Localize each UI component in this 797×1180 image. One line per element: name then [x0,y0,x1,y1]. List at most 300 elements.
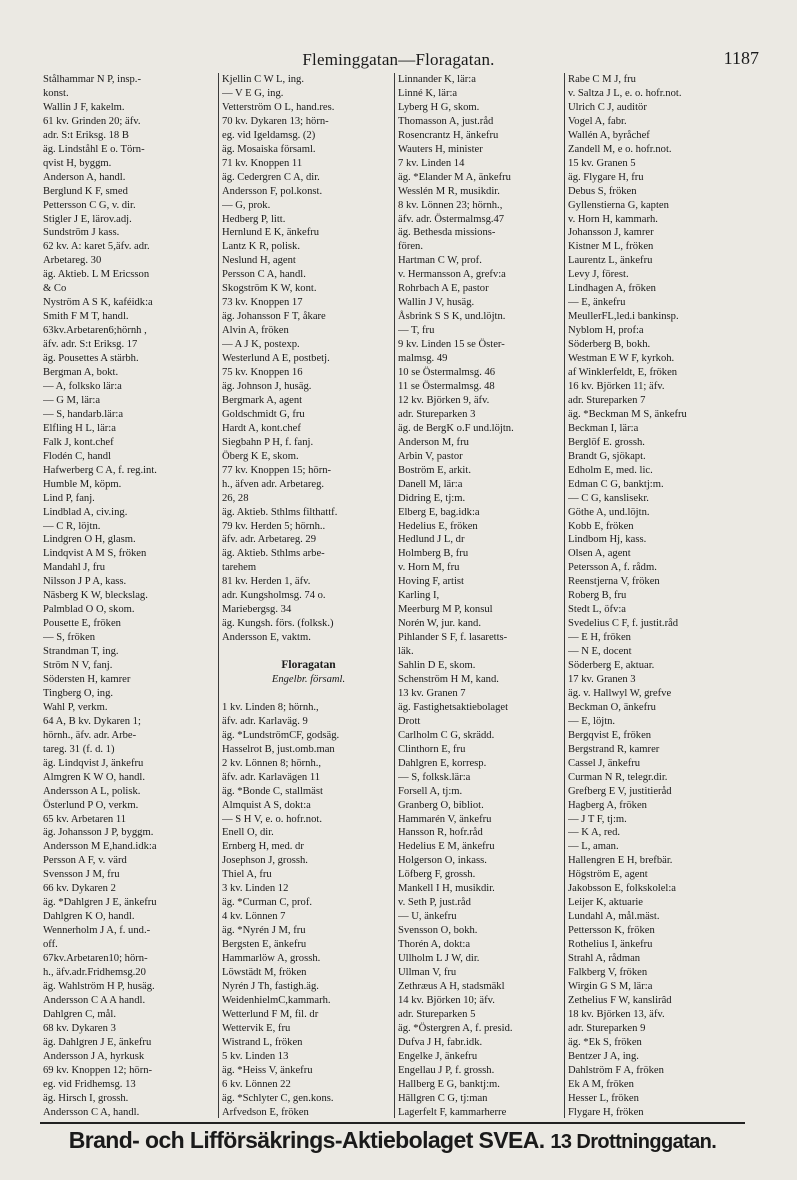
directory-line: Dahlgren K O, handl. [43,911,135,923]
directory-line: 12 kv. Björken 9, äfv. [398,394,490,406]
directory-line: Beckman I, lär:a [568,422,639,434]
directory-line: äg. Bethesda missions- [398,227,496,239]
directory-line: Andersson J A, hyrkusk [43,1050,145,1062]
directory-line: adr. Stureparken 7 [568,394,646,406]
directory-line: Dahlgren E, korresp. [398,757,487,769]
directory-line: Engelbr. församl. [271,673,346,685]
directory-line: af Winklerfeldt, E, fröken [568,367,678,379]
directory-line: 15 kv. Granen 5 [568,157,636,169]
directory-line: 65 kv. Arbetaren 11 [43,813,127,825]
directory-line: Åsbrink S S K, und.löjtn. [398,311,506,323]
directory-line: äg. *LundströmCF, godsäg. [222,729,340,741]
directory-line: Andersson A L, polisk. [43,785,141,797]
directory-line: Bentzer J A, ing. [568,1050,639,1062]
column-2 [218,73,395,1118]
directory-line: eg. vid Fridhemsg. 13 [43,1078,136,1090]
directory-line: Palmblad O O, skom. [43,604,135,616]
directory-line: Söderberg B, bokh. [568,339,651,351]
directory-line: adr. Stureparken 5 [398,1008,476,1020]
directory-line: Schenström H M, kand. [398,673,499,685]
directory-line: MeullerFL,led.i bankinsp. [568,311,679,323]
directory-line: — C R, löjtn. [43,520,101,532]
directory-line: Rabe C M J, fru [568,74,636,85]
directory-line: — K A, red. [568,827,621,839]
directory-line: Thomasson A, just.råd [398,115,494,127]
directory-line: Floragatan [281,659,336,672]
directory-line: — E, löjtn. [568,715,616,727]
directory-line: Westman E W F, kyrkoh. [568,353,675,365]
directory-line: Lind P, fanj. [43,492,95,504]
directory-line [222,645,395,659]
directory-line: Tingberg O, ing. [43,687,114,699]
directory-line: v. Seth P, just.råd [398,897,471,909]
directory-line: — U, änkefru [398,911,457,923]
directory-line: 13 kv. Granen 7 [398,687,466,699]
directory-line: Drott [398,715,421,727]
directory-line: 7 kv. Linden 14 [398,157,465,169]
directory-line: Ernberg H, med. dr [222,841,304,853]
directory-line: Pihlander S F, f. lasaretts- [398,632,508,644]
directory-line: Humble M, köpm. [43,478,122,490]
directory-line: Westerlund A E, postbetj. [222,353,330,365]
directory-line: 17 kv. Granen 3 [568,673,636,685]
directory-line: — A, folksko lär:a [43,380,122,392]
directory-line: Hällgren C G, tj:man [398,1092,488,1104]
directory-line: Falkberg V, fröken [568,967,648,978]
directory-line: — V E G, ing. [222,87,284,99]
directory-line: 73 kv. Knoppen 17 [222,297,303,309]
directory-line: Boström E, arkit. [398,464,471,476]
directory-line: Thorén A, dokt:a [398,939,471,951]
directory-line: Berglöf E. grossh. [568,436,645,448]
directory-line: äg. *Elander M A, änkefru [398,171,511,183]
directory-line: Andersson E, vaktm. [222,632,311,644]
directory-line: Petersson A, f. rådm. [568,562,657,574]
directory-line: Karling I, [398,590,440,602]
column-1 [40,73,218,1118]
directory-line: — S, handarb.lär:a [43,408,124,420]
directory-line: äfv. adr. Arbetareg. 29 [222,534,317,546]
directory-line: Dahlström F A, fröken [568,1064,664,1076]
directory-line: Gyllenstierna G, kapten [568,199,669,211]
directory-line: Näsberg K W, bleckslag. [43,590,148,602]
directory-line: adr. Stureparken 3 [398,408,476,420]
directory-line: Sahlin D E, skom. [398,660,476,672]
directory-line: Anderson A, handl. [43,171,126,183]
directory-line: Didring E, tj:m. [398,492,466,504]
directory-line: äg. Dahlgren J E, änkefru [43,1036,152,1048]
directory-line: h., äfven adr. Arbetareg. [222,478,325,490]
directory-line: Leijer K, aktuarie [568,897,643,909]
directory-line: 9 kv. Linden 15 se Öster- [398,339,505,351]
directory-line: — J T F, tj:m. [568,813,627,825]
directory-line: Bergstrand R, kamrer [568,743,660,755]
directory-line: Ullman V, fru [398,967,457,978]
directory-line: Strandman T, ing. [43,646,119,658]
footer-address: 13 Drottninggatan. [550,1131,717,1153]
directory-line: Anderson M, fru [398,436,469,448]
directory-line: Andersson M E,hand.idk:a [43,841,157,853]
directory-line: Elberg E, bag.idk:a [398,506,480,518]
directory-line: Göthe A, und.löjtn. [568,506,650,518]
directory-line: äg. *Dahlgren J E, änkefru [43,897,157,909]
directory-line: äg. Johnson J, husäg. [222,380,312,392]
directory-line: Rothelius I, änkefru [568,939,653,951]
directory-line: Alvin A, fröken [222,325,289,337]
directory-line: Lindgren O H, glasm. [43,534,136,546]
directory-line: tareg. 31 (f. d. 1) [43,743,115,755]
directory-line: Arfvedson E, fröken [222,1106,309,1118]
directory-line: läk. [398,646,414,658]
page-number: 1187 [723,48,759,68]
directory-line: — S, folksk.lär:a [398,771,471,783]
directory-line: Persson C A, handl. [222,269,306,281]
directory-line: 1 kv. Linden 8; hörnh., [222,701,319,713]
directory-line: Hoving F, artist [398,576,464,588]
directory-line: Nyblom H, prof:a [568,325,644,337]
directory-line: — E, änkefru [568,297,626,309]
directory-line: 66 kv. Dykaren 2 [43,883,116,895]
directory-line: WeidenhielmC,kammarh. [222,994,331,1006]
directory-line: Siegbahn P H, f. fanj. [222,436,314,448]
directory-line: Edholm E, med. lic. [568,464,653,476]
directory-line: Edman C G, banktj:m. [568,478,664,490]
directory-line: malmsg. 49 [398,353,448,365]
directory-line: 64 A, B kv. Dykaren 1; [43,715,141,727]
directory-line: Mariebergsg. 34 [222,604,292,616]
directory-line: Ek A M, fröken [568,1078,634,1090]
directory-line: hörnh., äfv. adr. Arbe- [43,729,137,741]
directory-line: Almquist A S, dokt:a [222,799,311,811]
page-title: Fleminggatan—Floragatan. [302,50,495,69]
footer-divider [40,1122,745,1124]
directory-line: äg. Kungsh. förs. (folksk.) [222,618,334,630]
directory-line: 26, 28 [222,492,249,504]
directory-line: Mankell I H, musikdir. [398,883,495,895]
page-header [20,44,777,70]
directory-line: Hammarlöw A, grossh. [222,953,321,965]
directory-line: Lindqvist A M S, fröken [43,548,147,560]
directory-line: 14 kv. Björken 10; äfv. [398,994,495,1006]
directory-line: Andersson C A A handl. [43,994,146,1006]
directory-line: adr. Kungsholmsg. 74 o. [222,590,326,602]
directory-line: Wallén A, byråchef [568,129,650,141]
directory-line: adr. S:t Eriksg. 18 B [43,129,129,141]
directory-line: — G, prok. [222,199,271,211]
directory-line: Andersson C A, handl. [43,1106,140,1118]
directory-line: 4 kv. Lönnen 7 [222,911,286,923]
directory-line: äfv. adr. S:t Eriksg. 17 [43,339,138,351]
directory-line: Brandt G, sjökapt. [568,450,646,462]
directory-line: Hernlund E K, änkefru [222,227,320,239]
directory-line: Carlholm C G, skrädd. [398,729,495,741]
directory-line: äg. Lindqvist J, änkefru [43,757,144,769]
directory-line: Pousette E, fröken [43,618,121,630]
directory-line: Curman N R, telegr.dir. [568,771,668,783]
directory-line: Zethræus A H, stadsmäkl [398,980,505,992]
directory-line: Persson A F, v. värd [43,855,127,867]
directory-line: qvist H, byggm. [43,157,112,169]
directory-line: Lindhagen A, fröken [568,283,656,295]
directory-line: v. Horn M, fru [398,562,460,574]
directory-line: Kobb E, fröken [568,520,634,532]
directory-line: fören. [398,241,423,253]
directory-line: 5 kv. Linden 13 [222,1050,289,1062]
directory-line: äg. Cedergren C A, dir. [222,171,320,183]
directory-line: Flodén C, handl [43,450,111,462]
directory-line: äg. *Bonde C, stallmäst [222,785,323,797]
directory-line: Engelke J, änkefru [398,1050,478,1062]
directory-line: Pettersson C G, v. dir. [43,199,136,211]
directory-line: äg. *Curman C, prof. [222,897,313,909]
directory-line: Almgren K W O, handl. [43,771,146,783]
directory-line: Lundahl A, mål.mäst. [568,911,660,923]
directory-line: 11 se Östermalmsg. 48 [398,380,495,392]
directory-line: 68 kv. Dykaren 3 [43,1022,116,1034]
directory-line: 63kv.Arbetaren6;hörnh , [43,325,147,337]
directory-line: äg. *Schlyter C, gen.kons. [222,1092,334,1104]
directory-line: Wahl P, verkm. [43,701,108,713]
directory-line: Hasselrot B, just.omb.man [222,743,335,755]
directory-line: Clinthorn E, fru [398,743,466,755]
directory-line: Stedt L, öfv:a [568,604,626,616]
directory-line: 69 kv. Knoppen 12; hörn- [43,1064,153,1076]
directory-line: Forsell A, tj:m. [398,785,463,797]
directory-line: 71 kv. Knoppen 11 [222,157,303,169]
directory-line: Wallin J V, husäg. [398,297,475,309]
directory-line: Wennerholm J A, f. und.- [43,925,151,937]
directory-line: — C G, kanslisekr. [568,492,649,504]
directory-line: 81 kv. Herden 1, äfv. [222,576,311,588]
directory-line: 77 kv. Knoppen 15; hörn- [222,464,332,476]
directory-line: Svedelius C F, f. justit.råd [568,618,679,630]
directory-line: Falk J, kont.chef [43,436,114,448]
directory-line: äfv. adr. Östermalmsg.47 [398,213,505,225]
directory-line: äg. *Beckman M S, änkefru [568,408,687,420]
directory-line: Cassel J, änkefru [568,757,641,769]
directory-line: äg. Johansson F T, åkare [222,311,326,323]
directory-line: Söderberg E, aktuar. [568,660,655,672]
directory-line: äg. de BergK o.F und.löjtn. [398,422,514,434]
directory-line: Skogström K W, kont. [222,283,317,295]
directory-line: Wetterlund F M, fil. dr [222,1008,319,1020]
directory-line: adr. Stureparken 9 [568,1022,646,1034]
directory-line: äg. Aktieb. Sthlms filthattf. [222,506,338,518]
directory-line: Wettervik E, fru [222,1022,291,1034]
directory-line: Österlund P O, verkm. [43,799,139,811]
directory-line: äg. *Östergren A, f. presid. [398,1022,513,1034]
directory-line: 62 kv. A: karet 5,äfv. adr. [43,241,150,253]
directory-line: 10 se Östermalmsg. 46 [398,367,496,379]
directory-line: Rohrbach A E, pastor [398,283,489,295]
directory-line: äg. Fastighetsaktiebolaget [398,701,509,713]
directory-line: Levy J, förest. [568,269,629,281]
directory-line: Ulrich C J, auditör [568,101,647,113]
directory-line: off. [43,939,58,951]
directory-line: Nilsson J P A, kass. [43,576,127,588]
directory-line: Hallberg E G, banktj:m. [398,1078,500,1090]
directory-line: Vogel A, fabr. [568,115,627,127]
directory-line: Enell O, dir. [222,827,274,839]
directory-line: äg. *Heiss V, änkefru [222,1064,313,1076]
directory-line: tarehem [222,562,257,574]
directory-line: Löfberg F, grossh. [398,869,476,881]
directory-line: Johansson J, kamrer [568,227,654,239]
directory-line: 18 kv. Björken 13, äfv. [568,1008,665,1020]
directory-line: äg. Hirsch I, grossh. [43,1092,129,1104]
directory-line: äg. Lindståhl E o. Törn- [43,143,145,155]
directory-line: äg. Wahlström H P, husäg. [43,980,155,992]
directory-line: Strahl A, rådman [568,953,641,965]
directory-line: 2 kv. Lönnen 8; hörnh., [222,757,322,769]
directory-line: Wauters H, minister [398,143,483,155]
directory-line: Engellau J P, f. grossh. [398,1064,495,1076]
directory-line: Linnander K, lär:a [398,74,476,85]
directory-line: Arbetareg. 30 [43,255,102,267]
directory-line: äg. Aktieb. Sthlms arbe- [222,548,325,560]
directory-line: — L, aman. [568,841,619,853]
directory-line: Holgerson O, inkass. [398,855,487,867]
directory-line: Hafwerberg C A, f. reg.int. [43,464,157,476]
directory-line: — E H, fröken [568,632,631,644]
directory-line: Danell M, lär:a [398,478,463,490]
directory-line: äg. Pousettes A stärbh. [43,353,139,365]
footer-advert [40,1127,745,1154]
directory-line: Josephson J, grossh. [222,855,308,867]
directory-line: Smith F M T, handl. [43,311,129,323]
directory-line: & Co [43,283,67,295]
directory-line: Granberg O, bibliot. [398,799,484,811]
directory-line: 70 kv. Dykaren 13; hörn- [222,115,329,127]
directory-line: Hedberg P, litt. [222,213,286,225]
directory-line: Goldschmidt G, fru [222,408,305,420]
directory-line: äg. *Nyrén J M, fru [222,925,306,937]
directory-line: Pettersson K, fröken [568,925,655,937]
directory-line: Wirgin G S M, lär:a [568,980,653,992]
directory-line: Meerburg M P, konsul [398,604,493,616]
directory-line: Grefberg E V, justitieråd [568,785,672,797]
directory-line: Debus S, fröken [568,185,637,197]
directory-line: Bergmark A, agent [222,394,303,406]
directory-line: Högström E, agent [568,869,648,881]
directory-line: v. Hermansson A, grefv:a [398,269,506,281]
directory-line: 8 kv. Lönnen 23; hörnh., [398,199,503,211]
directory-line: — N E, docent [568,646,632,658]
directory-line: 75 kv. Knoppen 16 [222,367,303,379]
directory-line: konst. [43,87,69,99]
directory-line [222,687,395,701]
directory-line: Laurentz L, änkefru [568,255,653,267]
directory-line: Thiel A, fru [222,869,272,881]
directory-line: Hagberg A, fröken [568,799,647,811]
column-4 [564,73,745,1118]
directory-line: Bergman A, bokt. [43,367,119,379]
directory-line: Ullholm L J W, dir. [398,953,480,965]
directory-line: v. Saltza J L, e. o. hofr.not. [568,87,682,99]
directory-line: Stålhammar N P, insp.- [43,74,141,85]
directory-line: Nyström A S K, kaféidk:a [43,297,153,309]
directory-line: Kistner M L, fröken [568,241,654,253]
directory-line: Hansson R, hofr.råd [398,827,483,839]
directory-line: Bergqvist E, fröken [568,729,652,741]
directory-line: Hardt A, kont.chef [222,422,301,434]
directory-line: Holmberg B, fru [398,548,469,560]
directory-line: Svensson J M, fru [43,869,120,881]
directory-columns [40,73,778,1118]
directory-line: Hesser L, fröken [568,1092,639,1104]
directory-line: Wesslén M R, musikdir. [398,185,500,197]
directory-line: — G M, lär:a [43,394,101,406]
directory-line: — T, fru [398,325,435,337]
directory-line: Beckman O, änkefru [568,701,656,713]
directory-line: äg. Johansson J P, byggm. [43,827,154,839]
directory-line: äg. Mosaiska församl. [222,143,316,155]
directory-line: 3 kv. Linden 12 [222,883,289,895]
directory-line: Reenstjerna V, fröken [568,576,660,588]
directory-line: Rosencrantz H, änkefru [398,129,499,141]
directory-line: Dufva J H, fabr.idk. [398,1036,483,1048]
directory-line: äg. Flygare H, fru [568,171,644,183]
directory-line: Ström N V, fanj. [43,660,113,672]
directory-line: 6 kv. Lönnen 22 [222,1078,291,1090]
directory-line: Bergsten E, änkefru [222,939,307,951]
directory-line: Linné K, lär:a [398,87,458,99]
directory-line: Neslund H, agent [222,255,296,267]
directory-line: Flygare H, fröken [568,1106,644,1118]
directory-line: Berglund K F, smed [43,185,128,197]
directory-line: Öberg K E, skom. [222,450,299,462]
directory-line: v. Horn H, kammarh. [568,213,658,225]
directory-line: Wistrand L, fröken [222,1036,303,1048]
directory-line: äfv. adr. Karlavägen 11 [222,771,321,783]
directory-line: h., äfv.adr.Fridhemsg.20 [43,967,146,978]
directory-line: Andersson F, pol.konst. [222,185,323,197]
directory-line: Dahlgren C, mål. [43,1008,116,1020]
directory-line: Hallengren E H, brefbär. [568,855,673,867]
directory-line: äg. Aktieb. L M Ericsson [43,269,150,281]
directory-line: Elfling H L, lär:a [43,422,116,434]
directory-line: Löwstädt M, fröken [222,967,307,978]
directory-line: Arbin V, pastor [398,450,463,462]
column-3 [394,73,565,1118]
directory-line: Hammarén V, änkefru [398,813,492,825]
directory-line: Lindbom Hj, kass. [568,534,647,546]
directory-line: Olsen A, agent [568,548,631,560]
directory-line: — A J K, postexp. [222,339,300,351]
directory-line: Södersten H, kamrer [43,673,131,685]
directory-line: Hartman C W, prof. [398,255,482,267]
directory-line: Hedlund J L, dr [398,534,465,546]
directory-line: Hedelius E, fröken [398,520,478,532]
directory-line: Lantz K R, polisk. [222,241,300,253]
directory-line: äg. v. Hallwyl W, grefve [568,687,672,699]
directory-line: Lindblad A, civ.ing. [43,506,128,518]
directory-line: äg. *Ek S, fröken [568,1036,642,1048]
directory-line: Vetterström O L, hand.res. [222,101,335,113]
directory-line: äfv. adr. Karlaväg. 9 [222,715,308,727]
directory-line: Sundström J kass. [43,227,120,239]
directory-line: Zandell M, e o. hofr.not. [568,143,672,155]
directory-line: 61 kv. Grinden 20; äfv. [43,115,141,127]
directory-line: Wallin J F, kakelm. [43,101,125,113]
directory-line: Svensson O, bokh. [398,925,478,937]
directory-line: Lyberg H G, skom. [398,101,480,113]
directory-line: — S, fröken [43,632,96,644]
directory-line: 79 kv. Herden 5; hörnh.. [222,520,326,532]
directory-line: Roberg B, fru [568,590,627,602]
directory-line: Hedelius E M, änkefru [398,841,495,853]
directory-line: Nyrén J Th, fastigh.äg. [222,980,319,992]
